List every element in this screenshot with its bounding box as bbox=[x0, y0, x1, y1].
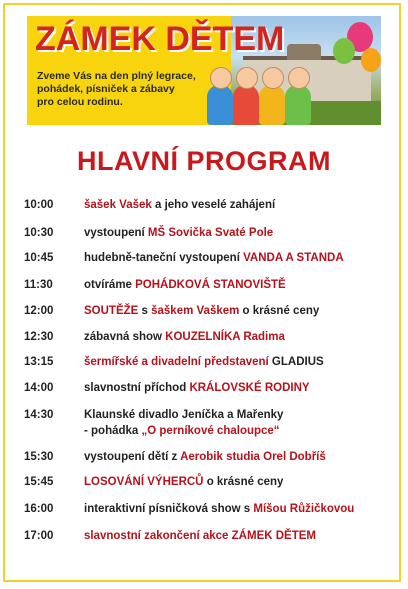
program-time: 16:00 bbox=[24, 503, 54, 515]
program-text: šaškem Vaškem bbox=[151, 305, 240, 317]
program-text: ZÁMEK DĚTEM bbox=[231, 530, 316, 542]
program-description bbox=[84, 199, 275, 211]
program-text: hudebně-taneční vystoupení bbox=[84, 252, 244, 264]
program-description bbox=[84, 356, 324, 368]
program-text: šermířské a divadelní představení bbox=[84, 356, 269, 368]
program-description bbox=[84, 476, 283, 488]
program-text: interaktivní písničková show s bbox=[84, 503, 254, 515]
program-description bbox=[84, 530, 316, 542]
program-text: zábavná show bbox=[84, 331, 166, 343]
program-text: - pohádka bbox=[84, 425, 142, 437]
program-text: Míšou Růžičkovou bbox=[253, 503, 355, 515]
program-text: POHÁDKOVÁ STANOVIŠTĚ bbox=[135, 279, 286, 291]
program-text: s bbox=[138, 305, 152, 317]
program-text: Aerobik studia Orel Dobříš bbox=[180, 451, 326, 463]
program-text: vystoupení bbox=[84, 227, 148, 239]
program-text: MŠ Sovička Svaté Pole bbox=[147, 227, 274, 239]
program-text: GLADIUS bbox=[268, 356, 324, 368]
subtitle-line: Zveme Vás na den plný legrace, bbox=[37, 70, 196, 82]
program-time: 12:00 bbox=[24, 305, 54, 317]
program-text: šašek Vašek bbox=[84, 199, 152, 211]
program-description bbox=[84, 425, 280, 437]
program-time: 10:30 bbox=[24, 227, 54, 239]
subtitle-line: pro celou rodinu. bbox=[37, 96, 123, 108]
program-time: 10:00 bbox=[24, 199, 54, 211]
balloon-icon bbox=[333, 38, 355, 64]
program-text: slavnostní příchod bbox=[84, 382, 190, 394]
program-description bbox=[84, 451, 326, 463]
program-text: Klaunské divadlo Jeníčka a Mařenky bbox=[84, 409, 284, 421]
program-text: otvíráme bbox=[84, 279, 136, 291]
banner bbox=[27, 16, 381, 125]
subtitle-line: pohádek, písniček a zábavy bbox=[37, 83, 175, 95]
program-text: o krásné ceny bbox=[203, 476, 284, 488]
program-text: slavnostní zakončení akce bbox=[84, 530, 232, 542]
program-time: 15:45 bbox=[24, 476, 54, 488]
program-description bbox=[84, 252, 344, 264]
program-description bbox=[84, 305, 319, 317]
balloon-icon bbox=[361, 48, 381, 72]
banner-subtitle bbox=[37, 70, 202, 109]
program-description bbox=[84, 227, 273, 239]
program-text: SOUTĚŽE bbox=[84, 305, 139, 317]
banner-title: ZÁMEK DĚTEM bbox=[35, 20, 285, 58]
program-time: 14:30 bbox=[24, 409, 54, 421]
program-time: 13:15 bbox=[24, 356, 54, 368]
program-text: VANDA A STANDA bbox=[243, 252, 344, 264]
program-text: LOSOVÁNÍ VÝHERCŮ bbox=[84, 476, 204, 488]
page-title: HLAVNÍ PROGRAM bbox=[77, 146, 331, 176]
program-time: 12:30 bbox=[24, 331, 54, 343]
program-text: o krásné ceny bbox=[239, 305, 320, 317]
program-description bbox=[84, 409, 283, 421]
program-time: 10:45 bbox=[24, 252, 54, 264]
program-description bbox=[84, 503, 354, 515]
program-text: KOUZELNÍKA Radima bbox=[165, 331, 285, 343]
program-text: KRÁLOVSKÉ RODINY bbox=[189, 382, 310, 394]
program-description bbox=[84, 382, 310, 394]
program-text: a jeho veselé zahájení bbox=[151, 199, 276, 211]
program-description bbox=[84, 331, 285, 343]
program-time: 11:30 bbox=[24, 279, 53, 291]
program-text: „O perníkové chaloupce“ bbox=[141, 425, 280, 437]
program-description bbox=[84, 279, 286, 291]
program-text: vystoupení dětí z bbox=[84, 451, 181, 463]
children-illustration bbox=[207, 62, 327, 125]
program-time: 15:30 bbox=[24, 451, 54, 463]
program-time: 17:00 bbox=[24, 530, 54, 542]
program-time: 14:00 bbox=[24, 382, 54, 394]
